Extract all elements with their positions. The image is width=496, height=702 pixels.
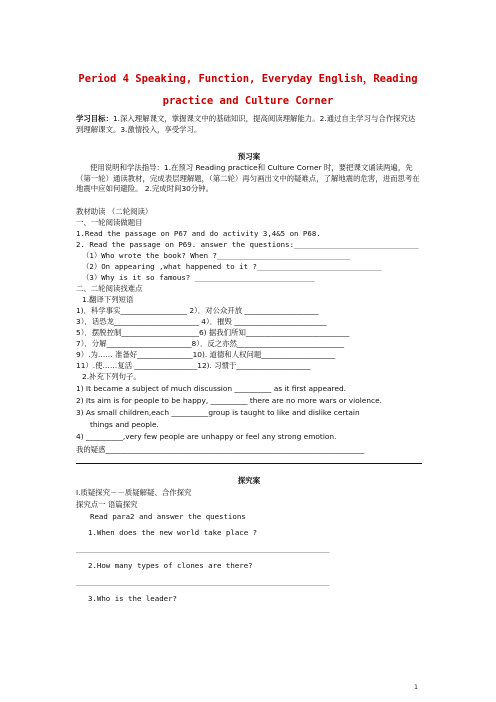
section-jiaocai: 教材助读 （二轮阅读） [76, 207, 153, 216]
sentence-4: 4) __________,very few people are unhappy or feel any strong emotion. [76, 432, 337, 441]
explore-subheading: Ⅰ.质疑探究－－质疑解疑、合作探究 [76, 488, 192, 497]
explore-answer-1: _________________________________________________________ [76, 544, 330, 553]
phrase-row-4: 7）．分解_______________________8）．反之亦然_____________________________ [76, 339, 345, 348]
question-2c: （3）Why is it so famous? ___________________________ [82, 273, 315, 282]
phrase-row-6: 11）.使……复活 _________________12). 习惯于____________________ [76, 361, 311, 370]
phrase-row-1: 1)．科学事实__________________ 2）．对公众开放 ____________________ [76, 306, 319, 315]
sentence-2: 2) Its aim is for people to be happy, __________ there are no more wars or violence. [76, 396, 382, 405]
preview-heading: 预习案 [237, 152, 261, 161]
section-one-heading: 一、一轮阅读做题目 [76, 218, 143, 227]
title-line-2: practice and Culture Corner [162, 95, 334, 107]
objectives-label: 学习目标： [76, 114, 113, 123]
page-number: 1 [414, 684, 418, 691]
sentence-1: 1) It became a subject of much discussion __________ as it first appeared. [76, 384, 346, 393]
explore-intro: Read para2 and answer the questions [90, 512, 246, 521]
translate-heading: 1.翻译下列短语 [82, 295, 134, 304]
sentence-3-continued: things and people. [90, 420, 159, 429]
section-two-heading: 二、二轮阅读找难点 [76, 284, 143, 293]
phrase-row-2: 3）．话恐龙_______________________ 4）．摧毁 _________________________ [76, 317, 327, 326]
phrase-row-3: 5）．摆脱控制_____________________6) 据我们所知____________________________ [76, 328, 350, 337]
question-1: 1.Read the passage on P67 and do activity 3,4&5 on P68. [76, 229, 321, 238]
title-line-1: Period 4 Speaking, Function, Everyday English，Reading [78, 73, 418, 85]
question-2: 2. Read the passage on P69. answer the questions:____________________________ [76, 240, 419, 249]
question-2a: （1）Who wrote the book? When ?______________________________ [82, 251, 351, 260]
phrase-row-5: 9）.为…… 准备好_______________10). 道德和人权问题____________________ [76, 350, 336, 359]
objectives-text: 1.深入理解课文，掌握课文中的基础知识，提高阅读理解能力。2.通过自主学习与合作探究达到理解课文。3.激情投入，享受学习。 [76, 114, 416, 134]
complete-heading: 2.补充下列句子。 [82, 372, 141, 381]
explore-answer-2: _________________________________________________________ [76, 577, 330, 586]
learning-objectives [76, 113, 422, 135]
sentence-3: 3) As small children,each __________group is taught to like and dislike certain [76, 408, 360, 417]
doubts-line: 我的疑惑______________________________________________________________________ [76, 445, 365, 454]
question-2b: （2）On appearing ,what happened to it ?____________________________ [82, 262, 382, 271]
explore-question-2: 2.How many types of clones are there? [88, 561, 253, 570]
instructions-paragraph: 使用说明和学法指导：1.在预习 Reading practice和 Culture Corner 时，要把课文诵读两遍，先（第一轮）通读教材，完成表层理解题，（第二轮）再匀画出文中的疑难点，了解地震的危害，进而思考在地震中应如何避险。 2.完成时间30分钟。 [76, 163, 420, 193]
doubts-answer-rule [76, 463, 422, 464]
explore-point-1: 探究点一 语篇探究 [76, 500, 138, 509]
explore-question-3: 3.Who is the leader? [88, 594, 177, 603]
explore-heading: 探究案 [237, 476, 261, 485]
explore-question-1: 1.When does the new world take place ? [88, 528, 258, 537]
